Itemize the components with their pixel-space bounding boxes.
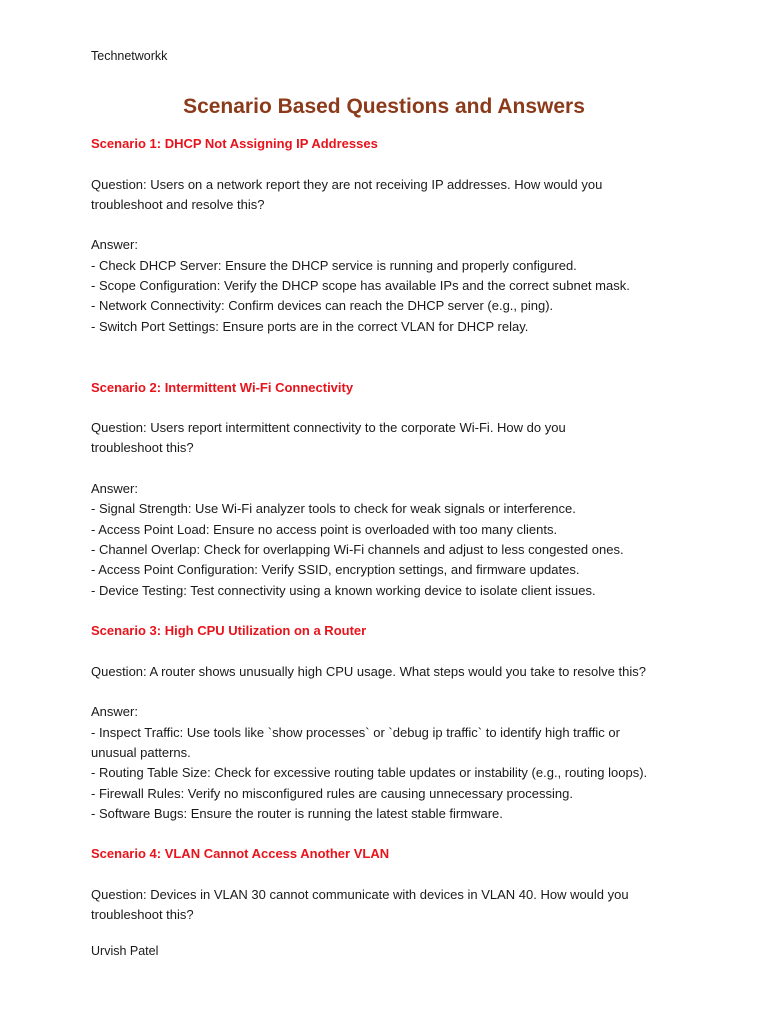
scenario-section — [91, 134, 691, 337]
question-text: troubleshoot this? — [91, 907, 194, 923]
answer-item: - Routing Table Size: Check for excessive routing table updates or instability (e.g., routing loops). — [91, 765, 648, 781]
scenario-section — [91, 378, 691, 601]
question-text: troubleshoot and resolve this? — [91, 196, 265, 212]
question-text: troubleshoot this? — [91, 440, 194, 456]
question-text: Question: Users report intermittent connectivity to the corporate Wi-Fi. How do you — [91, 420, 566, 436]
answer-item: - Device Testing: Test connectivity using a known working device to isolate client issues. — [91, 582, 596, 598]
answer-item: - Software Bugs: Ensure the router is running the latest stable firmware. — [91, 805, 503, 821]
scenario-heading: Scenario 2: Intermittent Wi-Fi Connectivity — [91, 379, 354, 395]
page-footer: Urvish Patel — [91, 944, 159, 958]
answer-item: - Scope Configuration: Verify the DHCP scope has available IPs and the correct subnet mask. — [91, 278, 630, 294]
scenario-heading: Scenario 3: High CPU Utilization on a Router — [91, 623, 367, 639]
answer-item: - Switch Port Settings: Ensure ports are in the correct VLAN for DHCP relay. — [91, 318, 529, 334]
answer-item: - Inspect Traffic: Use tools like `show processes` or `debug ip traffic` to identify high traffic or — [91, 724, 620, 740]
answer-label: Answer: — [91, 481, 138, 497]
answer-item: - Access Point Configuration: Verify SSID, encryption settings, and firmware updates. — [91, 562, 580, 578]
answer-item: - Access Point Load: Ensure no access point is overloaded with too many clients. — [91, 521, 558, 537]
scenario-section — [91, 844, 691, 925]
answer-item: - Firewall Rules: Verify no misconfigured rules are causing unnecessary processing. — [91, 785, 573, 801]
scenario-heading: Scenario 1: DHCP Not Assigning IP Addresses — [91, 136, 378, 151]
page-header: Technetworkk — [91, 49, 168, 63]
answer-item: - Signal Strength: Use Wi-Fi analyzer tools to check for weak signals or interference. — [91, 501, 576, 517]
document-body — [91, 134, 691, 926]
answer-item: - Check DHCP Server: Ensure the DHCP service is running and properly configured. — [91, 257, 577, 273]
question-text: Question: A router shows unusually high CPU usage. What steps would you take to resolve this? — [91, 663, 646, 679]
answer-label: Answer: — [91, 237, 138, 253]
question-text: Question: Devices in VLAN 30 cannot communicate with devices in VLAN 40. How would you — [91, 886, 629, 902]
answer-item: - Network Connectivity: Confirm devices can reach the DHCP server (e.g., ping). — [91, 298, 554, 314]
answer-item: - Channel Overlap: Check for overlapping Wi-Fi channels and adjust to less congested ones. — [91, 541, 624, 557]
question-text: Question: Users on a network report they are not receiving IP addresses. How would you — [91, 176, 603, 192]
scenario-section — [91, 621, 691, 824]
page-title: Scenario Based Questions and Answers — [183, 95, 585, 118]
answer-label: Answer: — [91, 704, 138, 720]
answer-item: unusual patterns. — [91, 744, 191, 760]
scenario-heading: Scenario 4: VLAN Cannot Access Another VLAN — [91, 846, 390, 862]
